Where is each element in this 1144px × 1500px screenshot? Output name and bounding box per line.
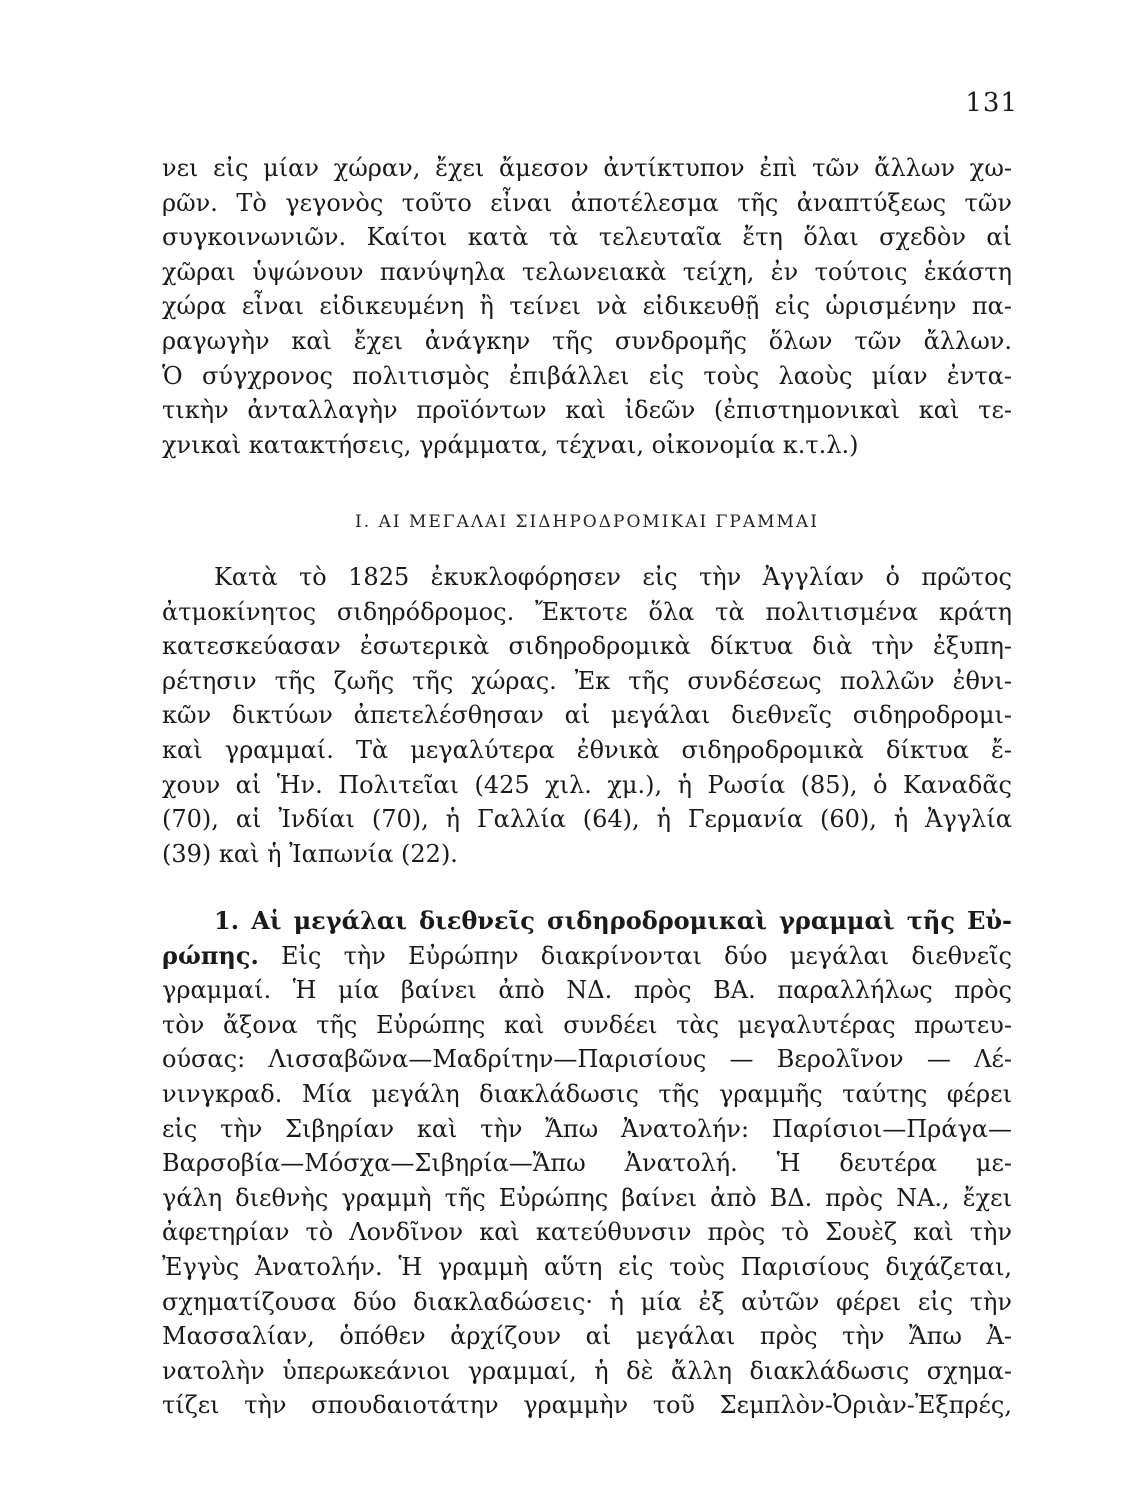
text-line: ραγωγὴν καὶ ἔχει ἀνάγκην τῆς συνδρομῆς ὅλων τῶν ἄλλων. <box>162 326 1012 355</box>
text-line: χνικαὶ κατακτήσεις, γράμματα, τέχναι, οἰκονομία κ.τ.λ.) <box>162 430 859 459</box>
text-line: τίζει τὴν σπουδαιοτάτην γραμμὴν τοῦ Σεμπλὸν-Ὀριὰν-Ἐξπρές, <box>162 1391 1012 1420</box>
text-line: κατεσκεύασαν ἐσωτερικὰ σιδηροδρομικὰ δίκτυα διὰ τὴν ἐξυπη- <box>162 632 1012 661</box>
paragraph-intro <box>162 151 1012 462</box>
text-line: συγκοινωνιῶν. Καίτοι κατὰ τὰ τελευταῖα ἔτη ὅλαι σχεδὸν αἱ <box>162 223 1012 252</box>
text-line: κῶν δικτύων ἀπετελέσθησαν αἱ μεγάλαι διεθνεῖς σιδηροδρομι- <box>162 701 1012 730</box>
text-line: νει εἰς μίαν χώραν, ἔχει ἄμεσον ἀντίκτυπον ἐπὶ τῶν ἄλλων χω- <box>162 154 1012 182</box>
text-line: χώρα εἶναι εἰδικευμένη ἢ τείνει νὰ εἰδικευθῇ εἰς ὡρισμένην πα- <box>162 292 1012 321</box>
text-line: Ἐγγὺς Ἀνατολήν. Ἡ γραμμὴ αὕτη εἰς τοὺς Παρισίους διχάζεται, <box>162 1252 1012 1281</box>
text-line: Βαρσοβία—Μόσχα—Σιβηρία—Ἄπω Ἀνατολή. Ἡ δευτέρα με- <box>162 1149 1012 1178</box>
text-line: (70), αἱ Ἰνδίαι (70), ἡ Γαλλία (64), ἡ Γερμανία (60), ἡ Ἀγγλία <box>162 805 1012 834</box>
text-line: χουν αἱ Ἡν. Πολιτεῖαι (425 χιλ. χμ.), ἡ Ρωσία (85), ὁ Καναδᾶς <box>162 770 1012 799</box>
text-line: χῶραι ὑψώνουν πανύψηλα τελωνειακὰ τείχη, ἐν τούτοις ἑκάστη <box>162 257 1012 286</box>
section-heading: I. ΑΙ ΜΕΓΑΛΑΙ ΣΙΔΗΡΟΔΡΟΜΙΚΑΙ ΓΡΑΜΜΑΙ <box>355 512 819 532</box>
text-fragment: Εἰς τὴν Εὐρώπην διακρίνονται δύο μεγάλαι διεθνεῖς <box>281 941 1012 970</box>
text-line: καὶ γραμμαί. Τὰ μεγαλύτερα ἐθνικὰ σιδηροδρομικὰ δίκτυα ἔ- <box>162 735 1012 764</box>
text-line: νινγκραδ. Μία μεγάλη διακλάδωσις τῆς γραμμῆς ταύτης φέρει <box>162 1079 1012 1108</box>
text-line: ρέτησιν τῆς ζωῆς τῆς χώρας. Ἐκ τῆς συνδέσεως πολλῶν ἐθνι- <box>162 666 1012 695</box>
text-line: σχηματίζουσα δύο διακλαδώσεις· ἡ μία ἐξ αὐτῶν φέρει εἰς τὴν <box>162 1287 1012 1316</box>
text-line: τὸν ἄξονα τῆς Εὐρώπης καὶ συνδέει τὰς μεγαλυτέρας πρωτευ- <box>162 1010 1012 1039</box>
text-line: νατολὴν ὑπερωκεάνιοι γραμμαί, ἡ δὲ ἄλλη διακλάδωσις σχημα- <box>162 1356 1012 1385</box>
text-line: Ὁ σύγχρονος πολιτισμὸς ἐπιβάλλει εἰς τοὺς λαοὺς μίαν ἐντα- <box>162 361 1012 390</box>
page-number: 131 <box>965 88 1018 118</box>
paragraph-european-lines <box>162 904 1012 1423</box>
text-line: ἀφετηρίαν τὸ Λονδῖνον καὶ κατεύθυνσιν πρὸς τὸ Σουὲζ καὶ τὴν <box>162 1218 1012 1247</box>
text-line: Κατὰ τὸ 1825 ἐκυκλοφόρησεν εἰς τὴν Ἀγγλίαν ὁ πρῶτος <box>214 563 1012 591</box>
subsection-title: 1. Αἱ μεγάλαι διεθνεῖς σιδηροδρομικαὶ γραμμαὶ τῆς Εὐ- <box>214 906 1012 935</box>
text-line: γραμμαί. Ἡ μία βαίνει ἀπὸ ΝΔ. πρὸς ΒΑ. παραλλήλως πρὸς <box>162 976 1012 1005</box>
paragraph-railways <box>162 560 1012 871</box>
text-line: ἀτμοκίνητος σιδηρόδρομος. Ἔκτοτε ὅλα τὰ πολιτισμένα κράτη <box>162 597 1012 626</box>
text-line: τικὴν ἀνταλλαγὴν προϊόντων καὶ ἰδεῶν (ἐπιστημονικαὶ καὶ τε- <box>162 396 1012 425</box>
text-line: ούσας: Λισσαβῶνα—Μαδρίτην—Παρισίους — Βερολῖνον — Λέ- <box>162 1045 1012 1074</box>
text-line: εἰς τὴν Σιβηρίαν καὶ τὴν Ἄπω Ἀνατολήν: Παρίσιοι—Πράγα— <box>162 1114 1012 1143</box>
subsection-title-cont: ρώπης. <box>162 940 259 970</box>
text-line: (39) καὶ ἡ Ἰαπωνία (22). <box>162 839 458 868</box>
text-line: Μασσαλίαν, ὁπόθεν ἀρχίζουν αἱ μεγάλαι πρὸς τὴν Ἄπω Ἀ- <box>162 1322 1012 1351</box>
text-line: ρῶν. Τὸ γεγονὸς τοῦτο εἶναι ἀποτέλεσμα τῆς ἀναπτύξεως τῶν <box>162 188 1012 217</box>
text-line <box>162 939 1012 974</box>
text-line: γάλη διεθνὴς γραμμὴ τῆς Εὐρώπης βαίνει ἀπὸ ΒΔ. πρὸς ΝΑ., ἔχει <box>162 1183 1012 1212</box>
